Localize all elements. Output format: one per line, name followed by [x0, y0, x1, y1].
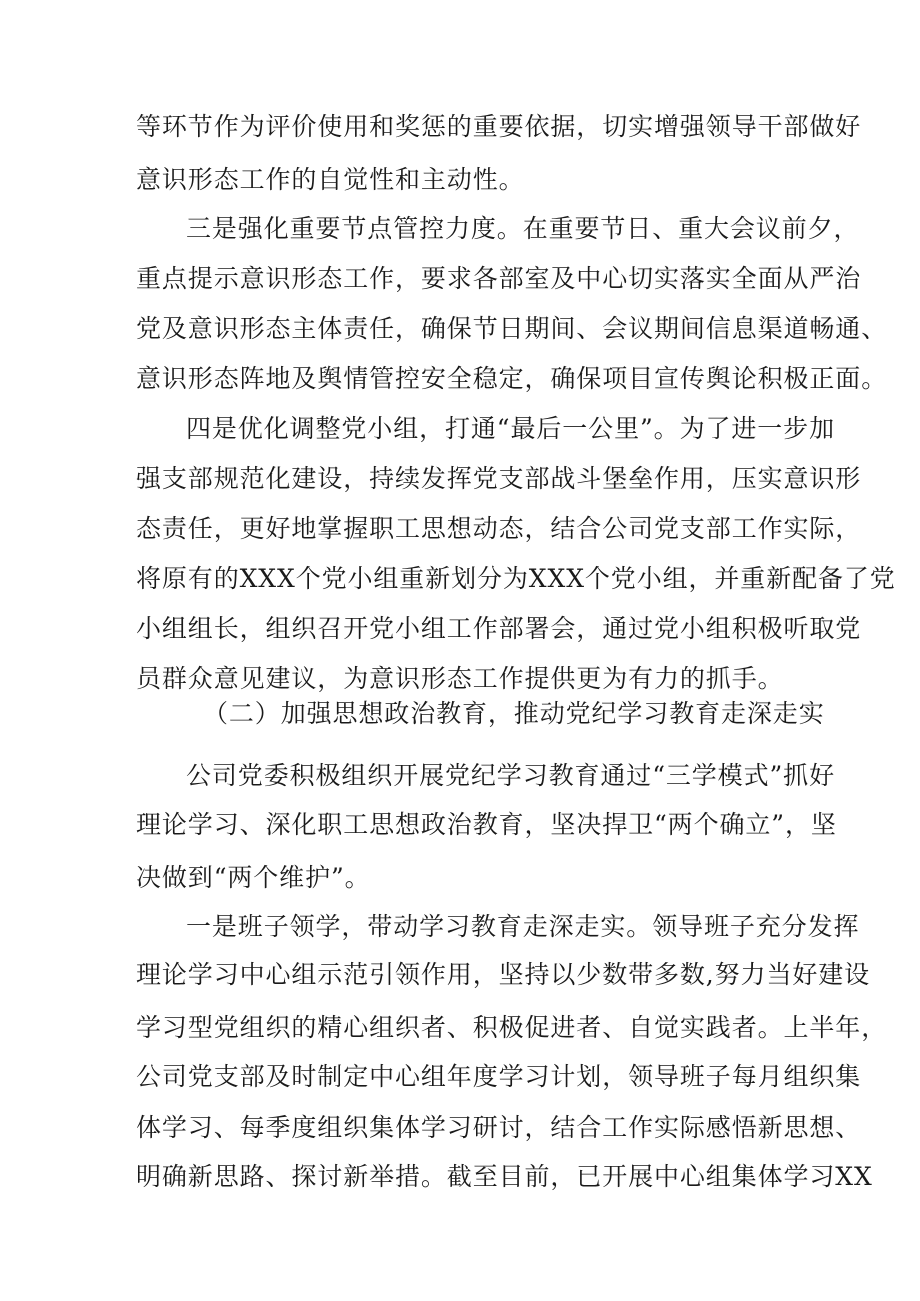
paragraph-line: 意识形态工作的自觉性和主动性。	[136, 165, 525, 194]
paragraph-line: 体学习、每季度组织集体学习研讨，结合工作实际感悟新思想、	[136, 1113, 862, 1142]
paragraph-line: 重点提示意识形态工作，要求各部室及中心切实落实全面从严治	[136, 264, 862, 293]
paragraph-line: 态责任，更好地掌握职工思想动态，结合公司党支部工作实际，	[136, 514, 862, 543]
paragraph-line: 党及意识形态主体责任，确保节日期间、会议期间信息渠道畅通、	[136, 314, 888, 343]
paragraph-line: 一是班子领学，带动学习教育走深走实。领导班子充分发挥	[186, 912, 860, 941]
paragraph-line: 公司党委积极组织开展党纪学习教育通过“三学模式”抓好	[186, 761, 835, 790]
paragraph-line: 员群众意见建议，为意识形态工作提供更为有力的抓手。	[136, 664, 784, 693]
paragraph-line: 四是优化调整党小组，打通“最后一公里”。为了进一步加	[186, 414, 835, 443]
paragraph-line: 三是强化重要节点管控力度。在重要节日、重大会议前夕，	[186, 214, 860, 243]
paragraph-line: 意识形态阵地及舆情管控安全稳定，确保项目宣传舆论积极正面。	[136, 364, 888, 393]
paragraph-line: 将原有的XXX个党小组重新划分为XXX个党小组，并重新配备了党	[136, 564, 896, 593]
paragraph-line: 决做到“两个维护”。	[136, 863, 371, 892]
paragraph-line: 等环节作为评价使用和奖惩的重要依据，切实增强领导干部做好	[136, 112, 862, 141]
paragraph-line: 小组组长，组织召开党小组工作部署会，通过党小组积极听取党	[136, 614, 862, 643]
paragraph-line: 强支部规范化建设，持续发挥党支部战斗堡垒作用，压实意识形	[136, 464, 862, 493]
paragraph-line: 理论学习中心组示范引领作用，坚持以少数带多数,努力当好建设	[136, 960, 871, 989]
paragraph-line: 理论学习、深化职工思想政治教育，坚决捍卫“两个确立”，坚	[136, 810, 837, 839]
paragraph-line: 学习型党组织的精心组织者、积极促进者、自觉实践者。上半年，	[136, 1013, 888, 1042]
section-heading: （二）加强思想政治教育，推动党纪学习教育走深走实	[203, 699, 825, 728]
paragraph-line: 公司党支部及时制定中心组年度学习计划，领导班子每月组织集	[136, 1062, 862, 1091]
paragraph-line: 明确新思路、探讨新举措。截至目前，已开展中心组集体学习XX	[136, 1162, 873, 1191]
